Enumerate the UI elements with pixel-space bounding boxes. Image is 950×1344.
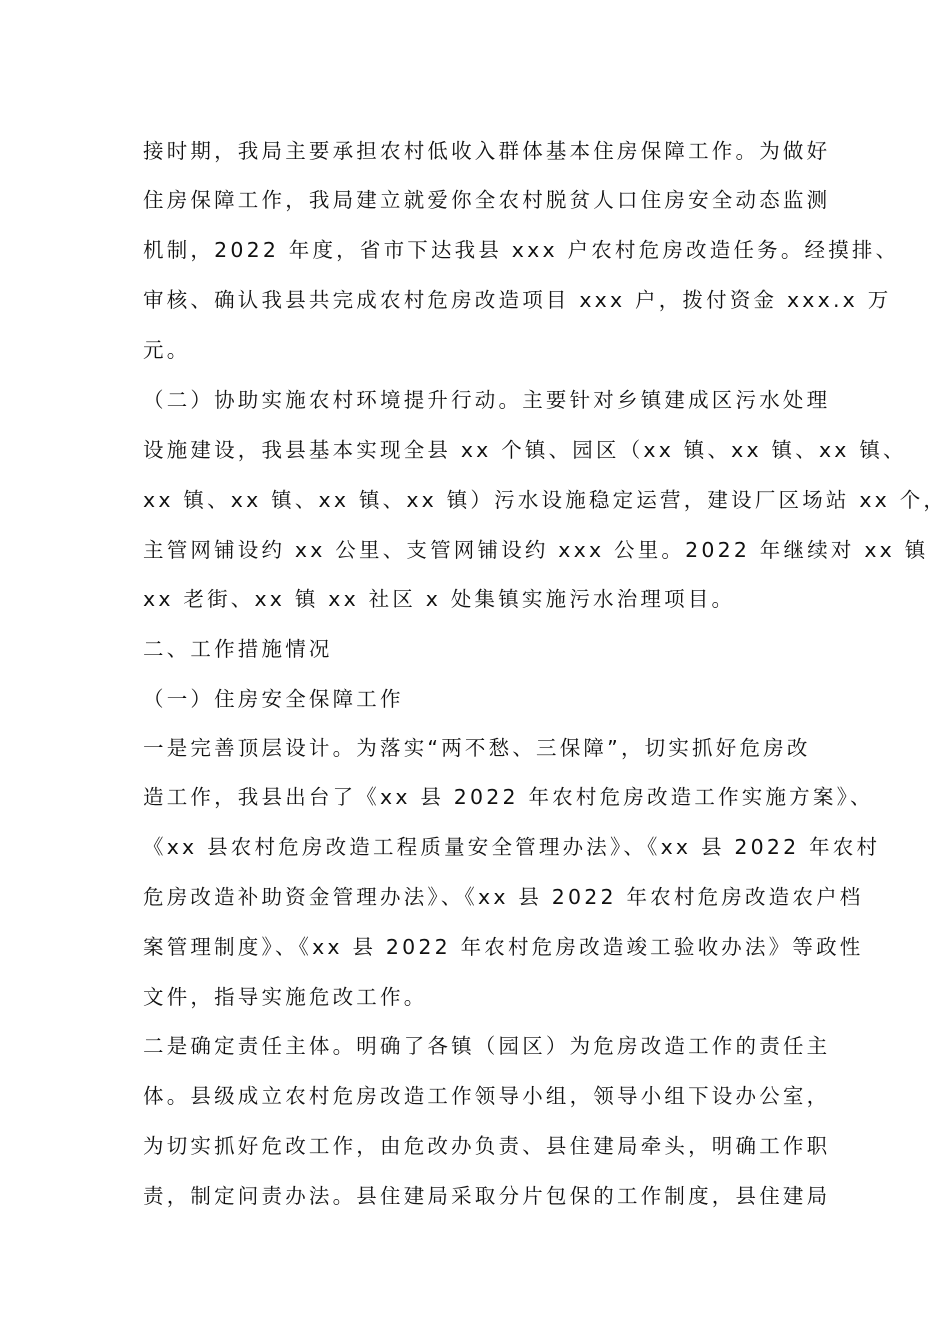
text-line: 二是确定责任主体。明确了各镇（园区）为危房改造工作的责任主 — [143, 1034, 831, 1058]
text-line: 一是完善顶层设计。为落实“两不愁、三保障”，切实抓好危房改 — [143, 736, 811, 760]
text-line: 为切实抓好危改工作，由危改办负责、县住建局牵头，明确工作职 — [143, 1134, 831, 1158]
section-heading: 二、工作措施情况 — [143, 637, 333, 661]
text-line: 元。 — [143, 338, 191, 362]
text-line: 住房保障工作，我局建立就爱你全农村脱贫人口住房安全动态监测 — [143, 188, 831, 212]
text-line: 设施建设，我县基本实现全县 xx 个镇、园区（xx 镇、xx 镇、xx 镇、 — [143, 438, 907, 462]
text-line: 审核、确认我县共完成农村危房改造项目 xxx 户，拨付资金 xxx.x 万 — [143, 288, 892, 312]
text-line: 体。县级成立农村危房改造工作领导小组，领导小组下设办公室， — [143, 1084, 831, 1108]
text-line: 接时期，我局主要承担农村低收入群体基本住房保障工作。为做好 — [143, 139, 831, 163]
text-line: 机制，2022 年度，省市下达我县 xxx 户农村危房改造任务。经摸排、 — [143, 238, 900, 262]
text-line: xx 镇、xx 镇、xx 镇、xx 镇）污水设施稳定运营，建设厂区场站 xx 个， — [143, 488, 948, 512]
text-line: 主管网铺设约 xx 公里、支管网铺设约 xxx 公里。2022 年继续对 xx 镇 — [143, 538, 929, 562]
text-line: 案管理制度》、《xx 县 2022 年农村危房改造竣工验收办法》等政性 — [143, 935, 864, 959]
text-line: 责，制定问责办法。县住建局采取分片包保的工作制度，县住建局 — [143, 1184, 831, 1208]
text-line: （二）协助实施农村环境提升行动。主要针对乡镇建成区污水处理 — [143, 388, 831, 412]
text-line: 造工作，我县出台了《xx 县 2022 年农村危房改造工作实施方案》、 — [143, 785, 874, 809]
subsection-heading: （一）住房安全保障工作 — [143, 687, 404, 711]
text-line: 《xx 县农村危房改造工程质量安全管理办法》、《xx 县 2022 年农村 — [143, 835, 881, 859]
text-line: 危房改造补助资金管理办法》、《xx 县 2022 年农村危房改造农户档 — [143, 885, 864, 909]
text-line: 文件，指导实施危改工作。 — [143, 985, 428, 1009]
text-line: xx 老街、xx 镇 xx 社区 x 处集镇实施污水治理项目。 — [143, 587, 736, 611]
